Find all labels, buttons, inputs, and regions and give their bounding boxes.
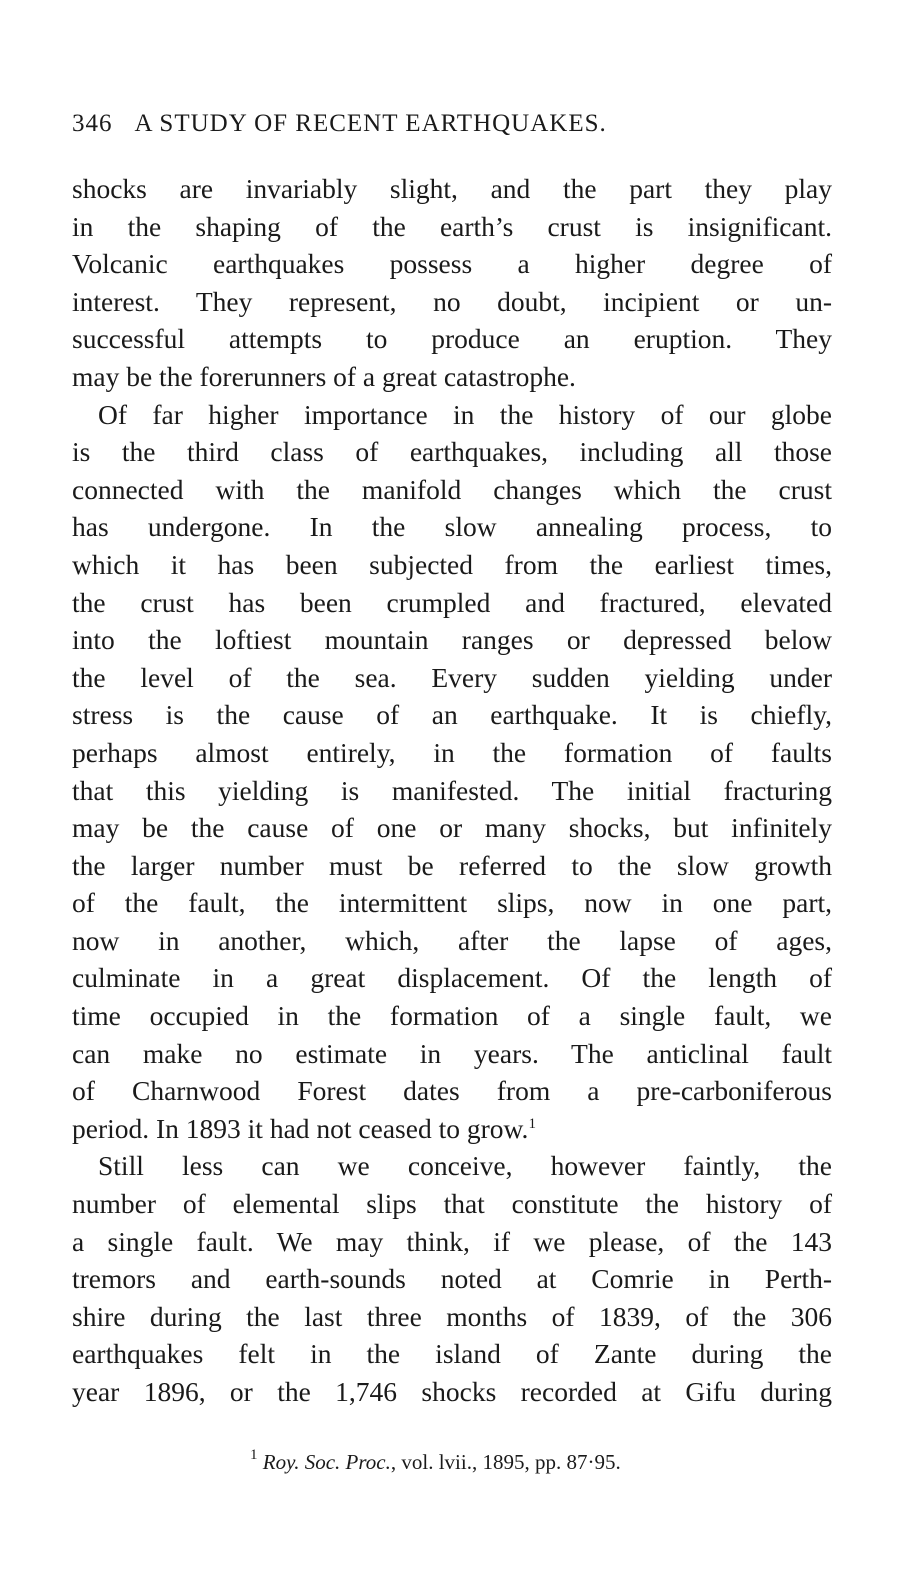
- paragraph: [72, 396, 832, 1148]
- text-line-content: tremors and earth-sounds noted at Comrie in Perth-: [72, 1263, 832, 1295]
- text-line-content: Volcanic earthquakes possess a higher degree of: [72, 248, 832, 280]
- footnote: [250, 1447, 621, 1475]
- text-line: [72, 546, 832, 584]
- text-line: [72, 471, 832, 509]
- text-line-content: successful attempts to produce an eruption. They: [72, 323, 832, 355]
- text-line: [72, 959, 832, 997]
- text-line: [72, 358, 832, 396]
- text-line-content: the crust has been crumpled and fractured, elevated: [72, 586, 832, 618]
- text-line: [72, 584, 832, 622]
- text-line: [72, 1185, 832, 1223]
- text-line: [72, 772, 832, 810]
- text-line-content: shocks are invariably slight, and the part they play: [72, 173, 832, 204]
- text-line-content: the level of the sea. Every sudden yielding under: [72, 661, 832, 693]
- text-line-content: into the loftiest mountain ranges or depressed below: [72, 624, 832, 656]
- text-line-content: interest. They represent, no doubt, incipient or un-: [72, 285, 832, 317]
- text-line-content: a single fault. We may think, if we please, of the 143: [72, 1225, 832, 1257]
- text-line-content: can make no estimate in years. The anticlinal fault: [72, 1037, 832, 1069]
- text-line-content: time occupied in the formation of a single fault, we: [72, 1000, 832, 1032]
- text-line-content: is the third class of earthquakes, including all those: [72, 436, 832, 468]
- text-line-content: shire during the last three months of 1839, of the 306: [72, 1300, 832, 1332]
- paragraph: [72, 170, 832, 396]
- text-line: [72, 1110, 832, 1148]
- text-line-content: year 1896, or the 1,746 shocks recorded at Gifu during: [72, 1376, 832, 1407]
- text-line: [72, 1260, 832, 1298]
- text-line: [72, 696, 832, 734]
- text-line-content: Still less can we conceive, however faintly, the: [98, 1150, 832, 1182]
- text-line-content: stress is the cause of an earthquake. It is chiefly,: [72, 699, 832, 731]
- text-line: [72, 508, 832, 546]
- text-line: [72, 884, 832, 922]
- text-line: [72, 847, 832, 885]
- text-line: [72, 1147, 832, 1185]
- footnote-source: Roy. Soc. Proc.: [262, 1450, 391, 1474]
- text-line: [72, 734, 832, 772]
- text-line: [72, 320, 832, 358]
- text-line: [72, 1298, 832, 1336]
- text-line-content: now in another, which, after the lapse of ages,: [72, 924, 832, 956]
- text-line-content: may be the forerunners of a great catastrophe.: [72, 360, 576, 392]
- page-number: 346: [72, 110, 113, 137]
- text-line: [72, 1035, 832, 1073]
- text-line: [72, 621, 832, 659]
- text-line: [72, 433, 832, 471]
- text-line-content: Of far higher importance in the history of our globe: [98, 398, 832, 430]
- text-line-content: number of elemental slips that constitute the history of: [72, 1188, 832, 1220]
- text-line: [72, 922, 832, 960]
- text-line-content: in the shaping of the earth’s crust is insignificant.: [72, 210, 832, 242]
- text-line: [72, 659, 832, 697]
- text-line: [72, 208, 832, 246]
- text-line: [72, 396, 832, 434]
- text-line-content: the larger number must be referred to the slow growth: [72, 849, 832, 881]
- text-line: [72, 245, 832, 283]
- text-line-content: earthquakes felt in the island of Zante during the: [72, 1338, 832, 1370]
- text-line-content: culminate in a great displacement. Of the length of: [72, 962, 832, 994]
- footnote-marker: 1: [250, 1447, 258, 1463]
- text-line-content: of the fault, the intermittent slips, now in one part,: [72, 887, 832, 919]
- footnote-reference: 1: [528, 1115, 536, 1132]
- text-line: [72, 1335, 832, 1373]
- text-line: [72, 1072, 832, 1110]
- body-text: [72, 170, 832, 1411]
- text-line: [72, 997, 832, 1035]
- text-line-content: which it has been subjected from the earliest times,: [72, 548, 832, 580]
- paragraph: [72, 1147, 832, 1410]
- text-line: [72, 1373, 832, 1411]
- text-line-content: period. In 1893 it had not ceased to grow.: [72, 1112, 529, 1144]
- running-title: A STUDY OF RECENT EARTHQUAKES.: [134, 110, 607, 137]
- running-header: [72, 110, 772, 138]
- text-line-content: perhaps almost entirely, in the formation of faults: [72, 736, 832, 768]
- text-line: [72, 170, 832, 208]
- text-line: [72, 1223, 832, 1261]
- text-line: [72, 809, 832, 847]
- text-line-content: connected with the manifold changes which the crust: [72, 473, 832, 505]
- text-line-content: of Charnwood Forest dates from a pre-carboniferous: [72, 1075, 832, 1107]
- text-line: [72, 283, 832, 321]
- text-line-content: that this yielding is manifested. The initial fracturing: [72, 774, 832, 806]
- text-line-content: may be the cause of one or many shocks, but infinitely: [72, 812, 832, 844]
- footnote-details: , vol. lvii., 1895, pp. 87·95.: [390, 1450, 621, 1474]
- text-line-content: has undergone. In the slow annealing process, to: [72, 511, 832, 543]
